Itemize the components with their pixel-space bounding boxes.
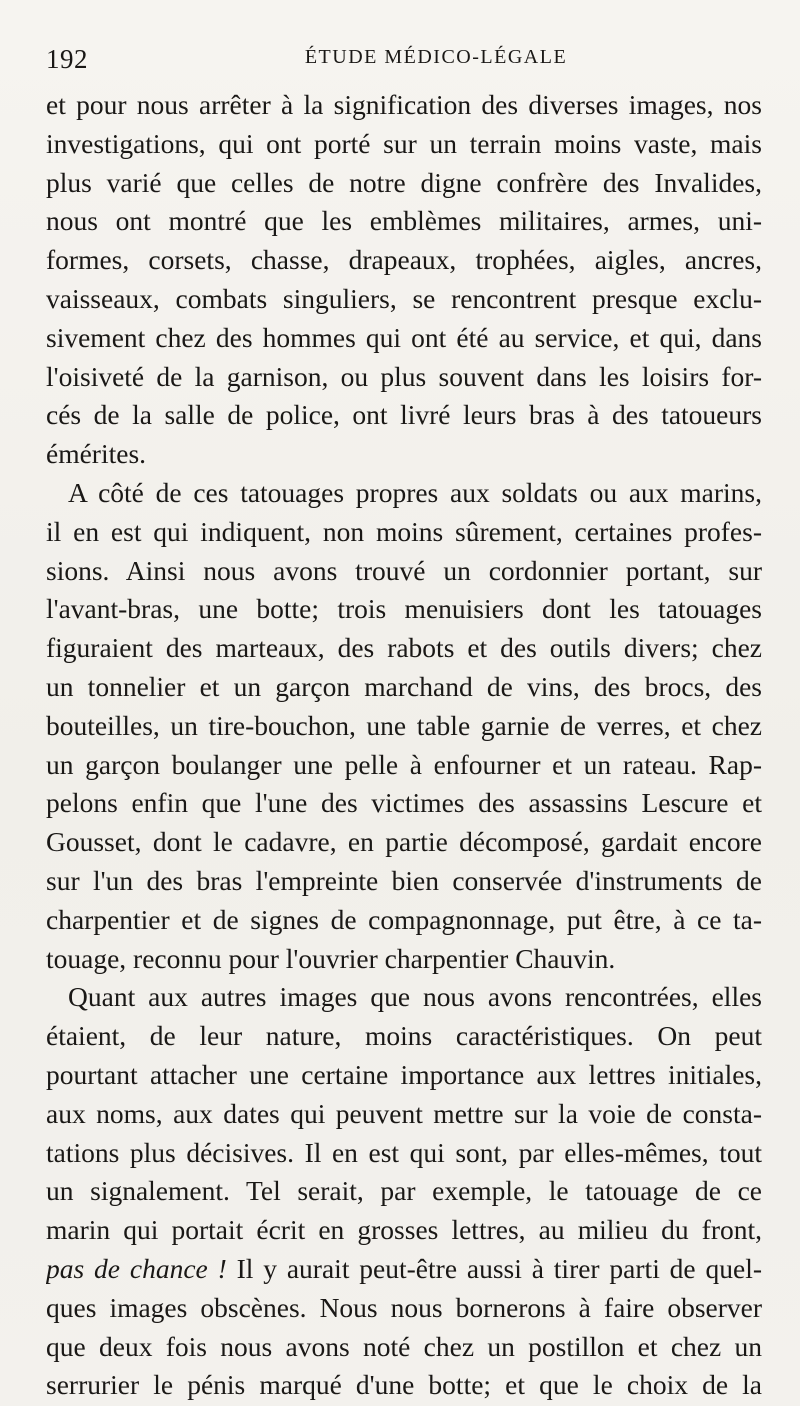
text-line: pourtant attacher une certaine importance aux lettres initiales,: [46, 1058, 762, 1090]
text-line: marin qui portait écrit en grosses lettres, au milieu du front,: [46, 1214, 762, 1246]
page-header: [46, 38, 766, 82]
text-line: formes, corsets, chasse, drapeaux, trophées, aigles, ancres,: [46, 244, 762, 276]
text-line: sur l'un des bras l'empreinte bien conservée d'instruments de: [46, 864, 762, 896]
text-line: étaient, de leur nature, moins caractéristiques. On peut: [46, 1020, 762, 1052]
text-line: touage, reconnu pour l'ouvrier charpentier Chauvin.: [46, 942, 616, 974]
text-line: figuraient des marteaux, des rabots et des outils divers; chez: [46, 632, 762, 664]
text-line: Gousset, dont le cadavre, en partie décomposé, gardait encore: [46, 826, 762, 858]
page-number: 192: [46, 44, 88, 74]
text-line: ques images obscènes. Nous nous bornerons à faire observer: [46, 1291, 762, 1323]
text-line: sions. Ainsi nous avons trouvé un cordonnier portant, sur: [46, 554, 762, 586]
paragraph-1: [46, 86, 766, 474]
text-line: aux noms, aux dates qui peuvent mettre sur la voie de consta-: [46, 1097, 762, 1129]
paragraph-3: [46, 978, 766, 1405]
text-line: investigations, qui ont porté sur un terrain moins vaste, mais: [46, 127, 762, 159]
text-line: que deux fois nous avons noté chez un postillon et chez un: [46, 1330, 762, 1362]
text-line: l'oisiveté de la garnison, ou plus souvent dans les loisirs for-: [46, 360, 762, 392]
text-line: plus varié que celles de notre digne confrère des Invalides,: [46, 166, 762, 198]
text-line: nous ont montré que les emblèmes militaires, armes, uni-: [46, 205, 762, 237]
paragraph-2: [46, 474, 766, 978]
text-line: cés de la salle de police, ont livré leurs bras à des tatoueurs: [46, 399, 762, 431]
text-line: pelons enfin que l'une des victimes des assassins Lescure et: [46, 787, 762, 819]
text-line: vaisseaux, combats singuliers, se rencontrent presque exclu-: [46, 282, 762, 314]
text-line: A côté de ces tatouages propres aux soldats ou aux marins,: [68, 476, 762, 508]
text-line-italic-phrase: pas de chance ! Il y aurait peut-être aussi à tirer parti de quel-: [46, 1252, 762, 1284]
running-head: ÉTUDE MÉDICO-LÉGALE: [304, 46, 568, 68]
body-text: [46, 86, 766, 1405]
text-line: l'avant-bras, une botte; trois menuisiers dont les tatouages: [46, 593, 762, 625]
text-line: il en est qui indiquent, non moins sûrement, certaines profes-: [46, 515, 762, 547]
text-line: un garçon boulanger une pelle à enfourner et un rateau. Rap-: [46, 748, 762, 780]
text-line: et pour nous arrêter à la signification des diverses images, nos: [46, 89, 762, 120]
text-line: tations plus décisives. Il en est qui sont, par elles-mêmes, tout: [46, 1136, 762, 1168]
text-line: un tonnelier et un garçon marchand de vins, des brocs, des: [46, 670, 762, 702]
text-line: Quant aux autres images que nous avons rencontrées, elles: [68, 981, 762, 1013]
text-line: sivement chez des hommes qui ont été au service, et qui, dans: [46, 321, 762, 353]
text-line: un signalement. Tel serait, par exemple, le tatouage de ce: [46, 1175, 762, 1207]
text-line: charpentier et de signes de compagnonnage, put être, à ce ta-: [46, 903, 762, 935]
text-line: émérites.: [46, 438, 147, 470]
text-line: bouteilles, un tire-bouchon, une table garnie de verres, et chez: [46, 709, 762, 741]
text-line: serrurier le pénis marqué d'une botte; et que le choix de la: [46, 1369, 762, 1401]
